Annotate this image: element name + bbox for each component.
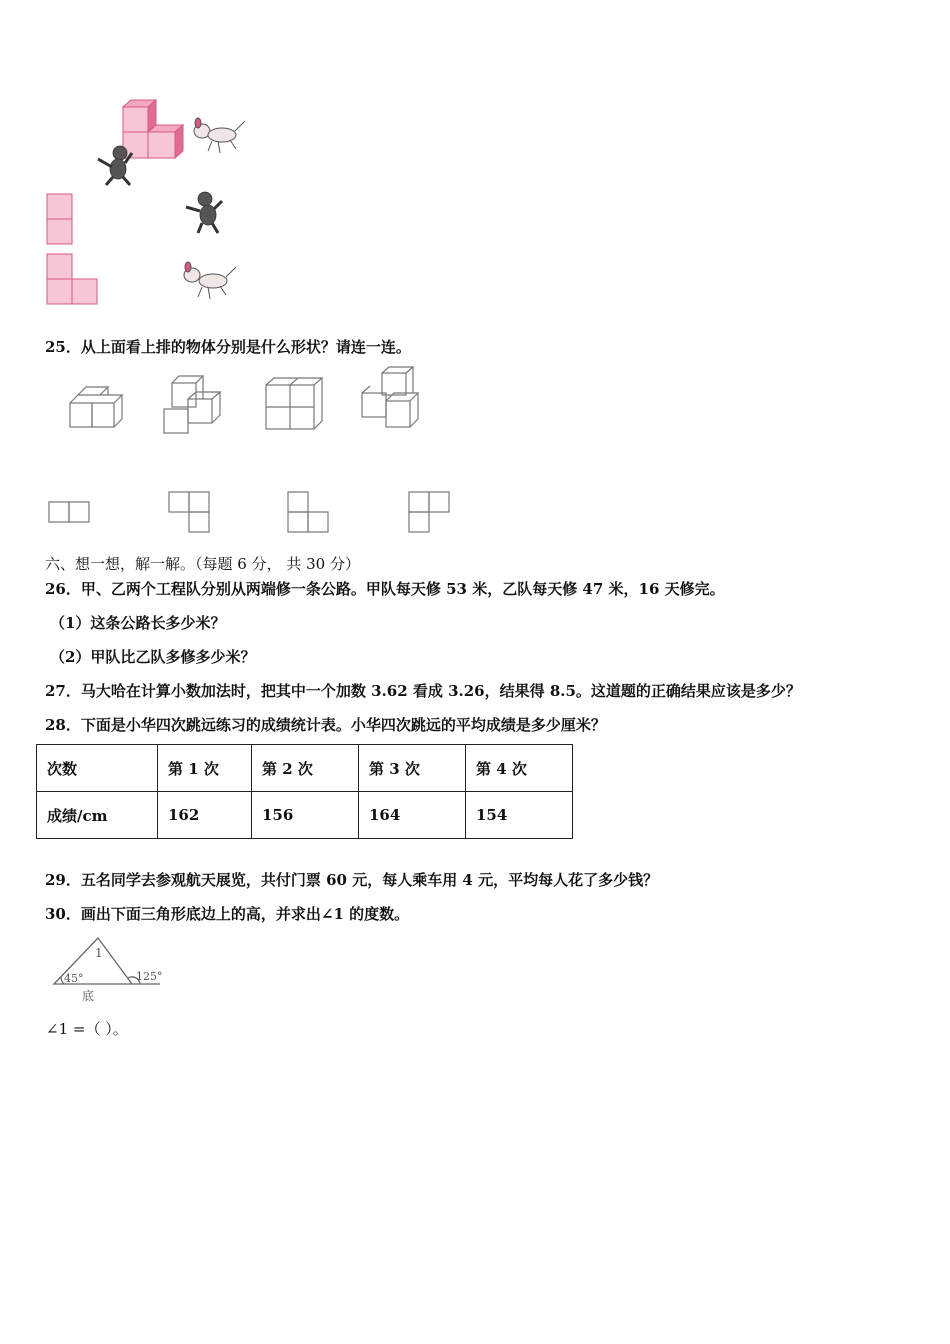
table-cell: 162 [158,792,252,839]
dog-icon [184,262,236,299]
table-cell: 156 [252,792,359,839]
question-27: 27．马大哈在计算小数加法时，把其中一个加数 3.62 看成 3.26，结果得 8.5。这道题的正确结果应该是多少？ [45,682,801,700]
q25-views-row [45,488,455,538]
dog-icon [194,118,245,153]
question-28: 28．下面是小华四次跳远练习的成绩统计表。小华四次跳远的平均成绩是多少厘米？ [45,716,606,734]
q25-solids-row [60,365,440,440]
base-label: 底 [82,989,95,1003]
question-29: 29．五名同学去参观航天展览，共付门票 60 元，每人乘车用 4 元，平均每人花了多少钱？ [45,871,659,889]
view-2 [169,492,209,532]
angle-125-label: 125° [136,970,163,983]
view-3 [288,492,328,532]
section-6-heading: 六、想一想，解一解。（每题 6 分， 共 30 分） [45,555,360,573]
question-26-part-1: （1）这条公路长多少米？ [50,614,226,632]
answer-blank: ∠1 =（ ）。 [46,1020,128,1038]
question-26-part-2: （2）甲队比乙队多修多少米？ [50,648,256,666]
table-cell: 154 [466,792,573,839]
view-4 [409,492,449,532]
table-cell: 164 [359,792,466,839]
score-table [36,744,573,839]
cube-view-figure [40,95,260,310]
pink-cube-structure [123,100,183,158]
solid-4 [362,367,418,427]
angle-45-label: 45° [64,972,84,985]
question-30: 30．画出下面三角形底边上的高，并求出∠1 的度数。 [45,905,410,923]
table-header-cell: 第 2 次 [252,745,359,792]
solid-2 [164,376,220,433]
question-26: 26．甲、乙两个工程队分别从两端修一条公路。甲队每天修 53 米，乙队每天修 47 米，16 天修完。 [45,580,725,598]
table-header-cell: 第 3 次 [359,745,466,792]
table-header-cell: 第 1 次 [158,745,252,792]
angle-1-label: 1 [95,946,103,960]
table-header-cell: 次数 [37,745,158,792]
view-1 [49,502,89,522]
question-25: 25．从上面看上排的物体分别是什么形状？请连一连。 [45,338,411,356]
triangle-figure [50,932,180,1004]
monkey-icon [98,146,132,185]
solid-3 [266,378,322,429]
table-row [37,745,573,792]
solid-1 [70,387,122,427]
monkey-icon [186,192,222,233]
table-cell: 成绩/cm [37,792,158,839]
answer-shape-l [47,254,97,304]
table-row [37,792,573,839]
table-header-cell: 第 4 次 [466,745,573,792]
answer-shape-vertical [47,194,72,244]
